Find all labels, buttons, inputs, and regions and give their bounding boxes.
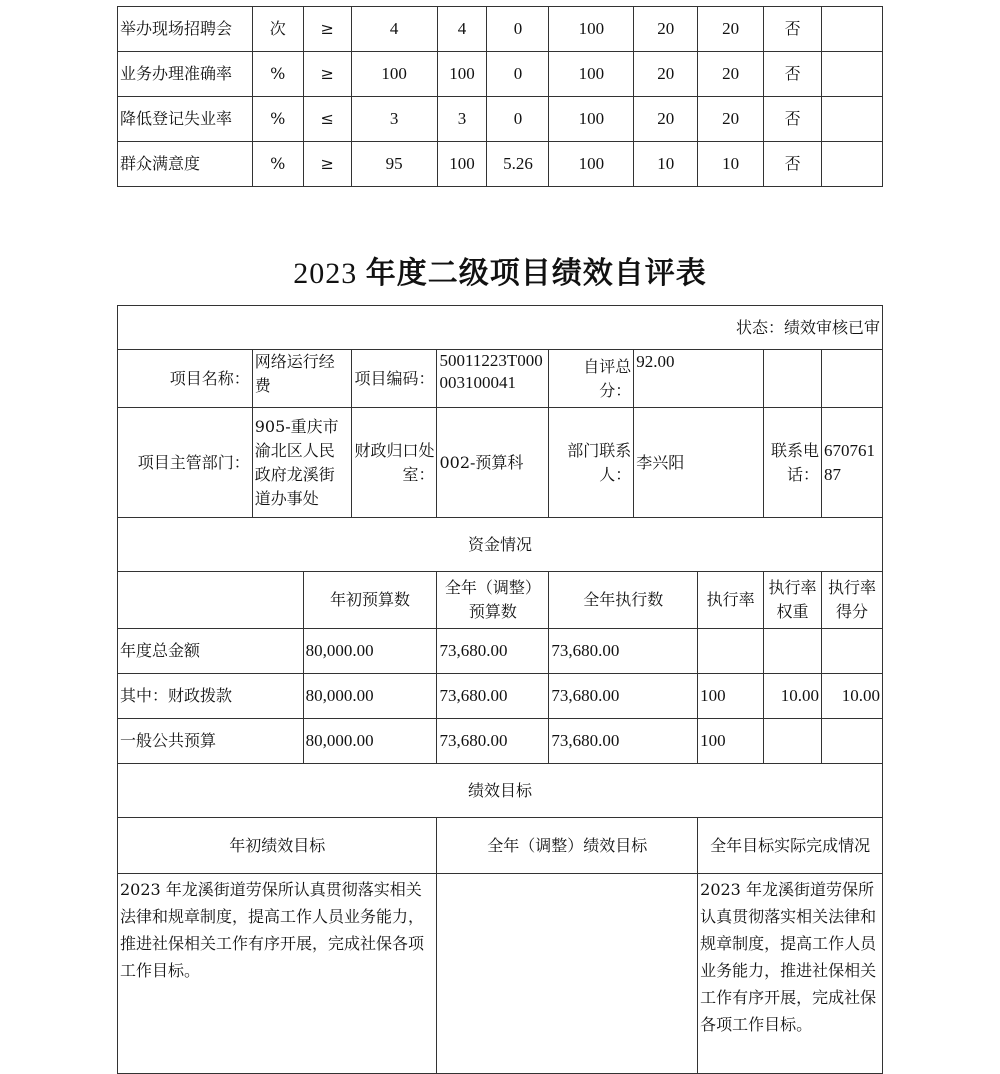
indicator-score: 10 [698, 142, 764, 187]
goals-adjusted [437, 874, 698, 1074]
funds-adjusted: 73,680.00 [437, 719, 549, 764]
indicator-actual: 100 [437, 142, 487, 187]
indicator-completion: 100 [549, 7, 634, 52]
funds-initial: 80,000.00 [303, 719, 437, 764]
project-code-label: 项目编码： [351, 350, 437, 408]
funds-row-label: 一般公共预算 [118, 719, 304, 764]
indicator-weight: 20 [634, 97, 698, 142]
indicator-completion: 100 [549, 97, 634, 142]
indicator-unit: 次 [252, 7, 303, 52]
indicator-target: 95 [351, 142, 437, 187]
empty-cell [118, 572, 304, 629]
self-score-value: 92.00 [634, 350, 764, 408]
contact-value: 李兴阳 [634, 408, 764, 518]
funds-row-label: 年度总金额 [118, 629, 304, 674]
funds-adjusted: 73,680.00 [437, 674, 549, 719]
funds-initial: 80,000.00 [303, 674, 437, 719]
indicator-operator: ≥ [303, 52, 351, 97]
contact-label: 部门联系人： [549, 408, 634, 518]
dept-label: 项目主管部门： [118, 408, 253, 518]
indicator-actual: 3 [437, 97, 487, 142]
status-text: 状态：绩效审核已审 [118, 306, 883, 350]
office-value: 002-预算科 [437, 408, 549, 518]
funds-executed: 73,680.00 [549, 674, 698, 719]
funds-header: 执行率得分 [821, 572, 882, 629]
funds-score: 10.00 [821, 674, 882, 719]
indicator-actual: 100 [437, 52, 487, 97]
indicator-unit: % [252, 142, 303, 187]
funds-weight [764, 629, 822, 674]
indicator-note [822, 52, 883, 97]
funds-weight [764, 719, 822, 764]
funds-initial: 80,000.00 [303, 629, 437, 674]
page-title [0, 248, 1000, 292]
indicator-note [822, 97, 883, 142]
project-name-value: 网络运行经费 [252, 350, 351, 408]
goals-initial: 2023 年龙溪街道劳保所认真贯彻落实相关法律和规章制度，提高工作人员业务能力，推进社保相关工作有序开展，完成社保各项工作目标。 [118, 874, 437, 1074]
table-row [118, 142, 883, 187]
indicator-name: 业务办理准确率 [118, 52, 253, 97]
table-row [118, 52, 883, 97]
dept-value: 905-重庆市渝北区人民政府龙溪街道办事处 [252, 408, 351, 518]
funds-adjusted: 73,680.00 [437, 629, 549, 674]
indicator-is-key: 否 [764, 52, 822, 97]
phone-value: 67076187 [821, 408, 882, 518]
indicator-is-key: 否 [764, 7, 822, 52]
indicator-operator: ≥ [303, 7, 351, 52]
title-text: 年度二级项目绩效自评表 [365, 257, 707, 290]
indicator-name: 举办现场招聘会 [118, 7, 253, 52]
phone-label: 联系电话： [764, 408, 822, 518]
funds-weight: 10.00 [764, 674, 822, 719]
goals-section-title: 绩效目标 [118, 764, 883, 818]
project-code-value: 50011223T000003100041 [437, 350, 549, 408]
indicator-table-body [118, 7, 883, 187]
indicator-operator: ≥ [303, 142, 351, 187]
indicator-note [822, 7, 883, 52]
goals-header: 全年（调整）绩效目标 [437, 818, 698, 874]
indicator-name: 降低登记失业率 [118, 97, 253, 142]
funds-header: 执行率 [698, 572, 764, 629]
funds-rate: 100 [698, 719, 764, 764]
indicator-completion: 100 [549, 142, 634, 187]
indicator-score: 20 [698, 97, 764, 142]
funds-executed: 73,680.00 [549, 629, 698, 674]
indicator-completion: 100 [549, 52, 634, 97]
goals-header: 年初绩效目标 [118, 818, 437, 874]
indicator-name: 群众满意度 [118, 142, 253, 187]
indicator-unit: % [252, 52, 303, 97]
indicator-operator: ≤ [303, 97, 351, 142]
indicator-target: 4 [351, 7, 437, 52]
empty-cell [821, 350, 882, 408]
indicator-weight: 20 [634, 7, 698, 52]
indicator-deviation: 5.26 [487, 142, 549, 187]
indicator-is-key: 否 [764, 97, 822, 142]
indicator-target: 3 [351, 97, 437, 142]
funds-score [821, 629, 882, 674]
empty-cell [764, 350, 822, 408]
table-row [118, 7, 883, 52]
self-score-label: 自评总分： [549, 350, 634, 408]
funds-score [821, 719, 882, 764]
indicator-note [822, 142, 883, 187]
indicator-score: 20 [698, 7, 764, 52]
indicator-deviation: 0 [487, 52, 549, 97]
office-label: 财政归口处室： [351, 408, 437, 518]
indicator-deviation: 0 [487, 97, 549, 142]
title-year: 2023 [293, 257, 358, 290]
goals-actual: 2023 年龙溪街道劳保所认真贯彻落实相关法律和规章制度，提高工作人员业务能力，推进社保相关工作有序开展，完成社保各项工作目标。 [698, 874, 883, 1074]
self-evaluation-table [117, 305, 883, 1074]
funds-executed: 73,680.00 [549, 719, 698, 764]
funds-header: 执行率权重 [764, 572, 822, 629]
goals-header: 全年目标实际完成情况 [698, 818, 883, 874]
indicator-weight: 10 [634, 142, 698, 187]
indicator-weight: 20 [634, 52, 698, 97]
indicator-unit: % [252, 97, 303, 142]
funds-rate [698, 629, 764, 674]
indicator-target: 100 [351, 52, 437, 97]
funds-header: 全年（调整）预算数 [437, 572, 549, 629]
project-name-label: 项目名称： [118, 350, 253, 408]
funds-section-title: 资金情况 [118, 518, 883, 572]
indicator-score: 20 [698, 52, 764, 97]
funds-header: 全年执行数 [549, 572, 698, 629]
table-row [118, 97, 883, 142]
funds-row-label: 其中：财政拨款 [118, 674, 304, 719]
indicator-actual: 4 [437, 7, 487, 52]
funds-rate: 100 [698, 674, 764, 719]
funds-header: 年初预算数 [303, 572, 437, 629]
indicator-is-key: 否 [764, 142, 822, 187]
indicator-table [117, 6, 883, 187]
indicator-deviation: 0 [487, 7, 549, 52]
